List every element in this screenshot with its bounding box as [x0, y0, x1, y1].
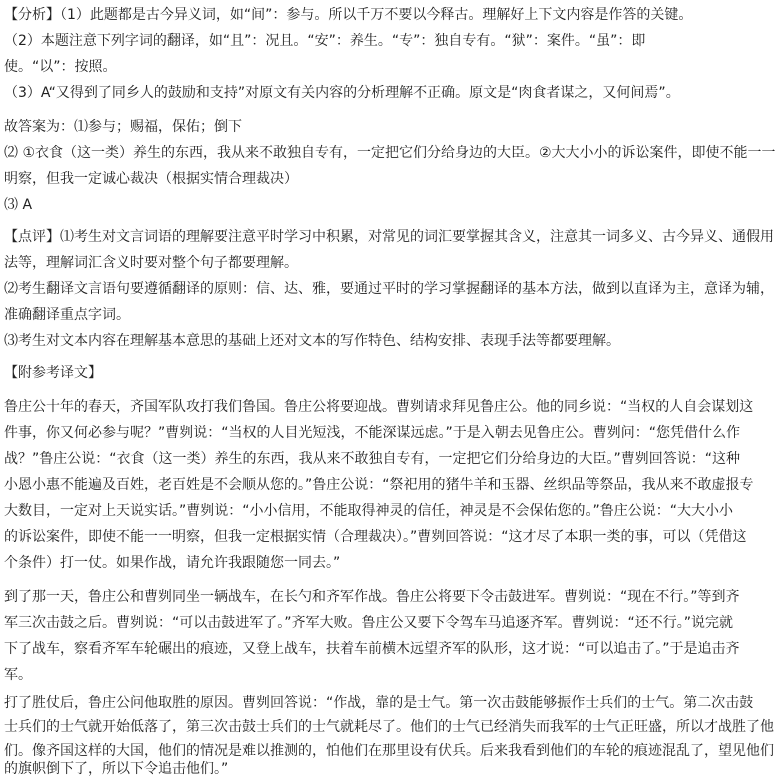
- translation-p1-line-2: 件事，你又何必参与呢？”曹刿说：“当权的人目光短浅，不能深谋远虑。”于是入朝去见鲁庄公。曹刿问：“您凭借什么作: [4, 425, 741, 441]
- translation-p2-line-4: 军。: [4, 667, 32, 683]
- comment-line-1: 【点评】⑴考生对文言词语的理解要注意平时学习中积累，对常见的词汇要掌握其含义，注意其一词多义、古今异义、通假用: [4, 229, 774, 245]
- answer-line-1: 故答案为：⑴参与；赐福，保佑；倒下: [4, 119, 242, 135]
- answer-line-2: ⑵ ①衣食（这一类）养生的东西，我从来不敢独自专有，一定把它们分给身边的大臣。②大大小小的诉讼案件，即使不能一一: [4, 145, 776, 161]
- translation-p3-line-4: 的旗帜倒下了，所以下令追击他们。”: [4, 761, 229, 777]
- translation-p1-line-1: 鲁庄公十年的春天，齐国军队攻打我们鲁国。鲁庄公将要迎战。曹刿请求拜见鲁庄公。他的同乡说：“当权的人自会谋划这: [4, 399, 754, 415]
- comment-line-5: ⑶考生对文本内容在理解基本意思的基础上还对文本的写作特色、结构安排、表现手法等都要理解。: [4, 333, 620, 349]
- answer-line-3: 明察，但我一定诚心裁决（根据实情合理裁决）: [4, 171, 298, 187]
- translation-p3-line-1: 打了胜仗后，鲁庄公问他取胜的原因。曹刿回答说：“作战，靠的是士气。第一次击鼓能够振作士兵们的士气。第二次击鼓: [4, 695, 754, 711]
- answer-line-4: ⑶ A: [4, 197, 33, 213]
- translation-p3-line-2: 士兵们的士气就开始低落了，第三次击鼓士兵们的士气就耗尽了。他们的士气已经消失而我军的士气正旺盛，所以才战胜了他: [4, 719, 774, 735]
- translation-p1-line-6: 的诉讼案件，即使不能一一明察，但我一定根据实情（合理裁决）。”曹刿回答说：“这才尽了本职一类的事，可以（凭借这: [4, 529, 747, 545]
- translation-p1-line-4: 小恩小惠不能遍及百姓，老百姓是不会顺从您的。”鲁庄公说：“祭祀用的猪牛羊和玉器、丝织品等祭品，我从来不敢虚报专: [4, 477, 754, 493]
- comment-line-2: 法等，理解词汇含义时要对整个句子都要理解。: [4, 255, 298, 271]
- translation-p3-line-3: 们。像齐国这样的大国，他们的情况是难以推测的，怕他们在那里设有伏兵。后来我看到他们的车轮的痕迹混乱了，望见他们: [4, 743, 774, 759]
- translation-p2-line-1: 到了那一天，鲁庄公和曹刿同坐一辆战车，在长勺和齐军作战。鲁庄公将要下令击鼓进军。曹刿说：“现在不行。”等到齐: [4, 589, 740, 605]
- comment-line-3: ⑵考生翻译文言语句要遵循翻译的原则：信、达、雅，要通过平时的学习掌握翻译的基本方法，做到以直译为主，意译为辅，: [4, 281, 774, 297]
- analysis-line-2: （2）本题注意下列字词的翻译，如“且”：况且。“安”：养生。“专”：独自专有。“狱”：案件。“虽”：即: [4, 33, 646, 49]
- translation-p2-line-3: 下了战车，察看齐军车轮碾出的痕迹，又登上战车，扶着车前横木远望齐军的队形，这才说：“可以追击了。”于是追击齐: [4, 641, 740, 657]
- comment-line-4: 准确翻译重点字词。: [4, 307, 130, 323]
- analysis-line-4: （3）A“又得到了同乡人的鼓励和支持”对原文有关内容的分析理解不正确。原文是“肉食者谋之，又何间焉”。: [4, 85, 680, 101]
- translation-heading: 【附参考译文】: [4, 365, 102, 381]
- analysis-line-1: 【分析】（1）此题都是古今异义词，如“间”：参与。所以千万不要以今释古。理解好上下文内容是作答的关键。: [4, 7, 693, 23]
- analysis-line-3: 使。“以”：按照。: [4, 59, 117, 75]
- translation-p1-line-7: 个条件）打一仗。如果作战，请允许我跟随您一同去。”: [4, 555, 341, 571]
- translation-p2-line-2: 军三次击鼓之后。曹刿说：“可以击鼓进军了。”齐军大败。鲁庄公又要下令驾车马追逐齐军。曹刿说：“还不行。”说完就: [4, 615, 734, 631]
- translation-p1-line-3: 战？”鲁庄公说：“衣食（这一类）养生的东西，我从来不敢独自专有，一定把它们分给身边的大臣。”曹刿回答说：“这种: [4, 451, 741, 467]
- translation-p1-line-5: 大数目，一定对上天说实话。”曹刿说：“小小信用，不能取得神灵的信任，神灵是不会保佑您的。”鲁庄公说：“大大小小: [4, 503, 734, 519]
